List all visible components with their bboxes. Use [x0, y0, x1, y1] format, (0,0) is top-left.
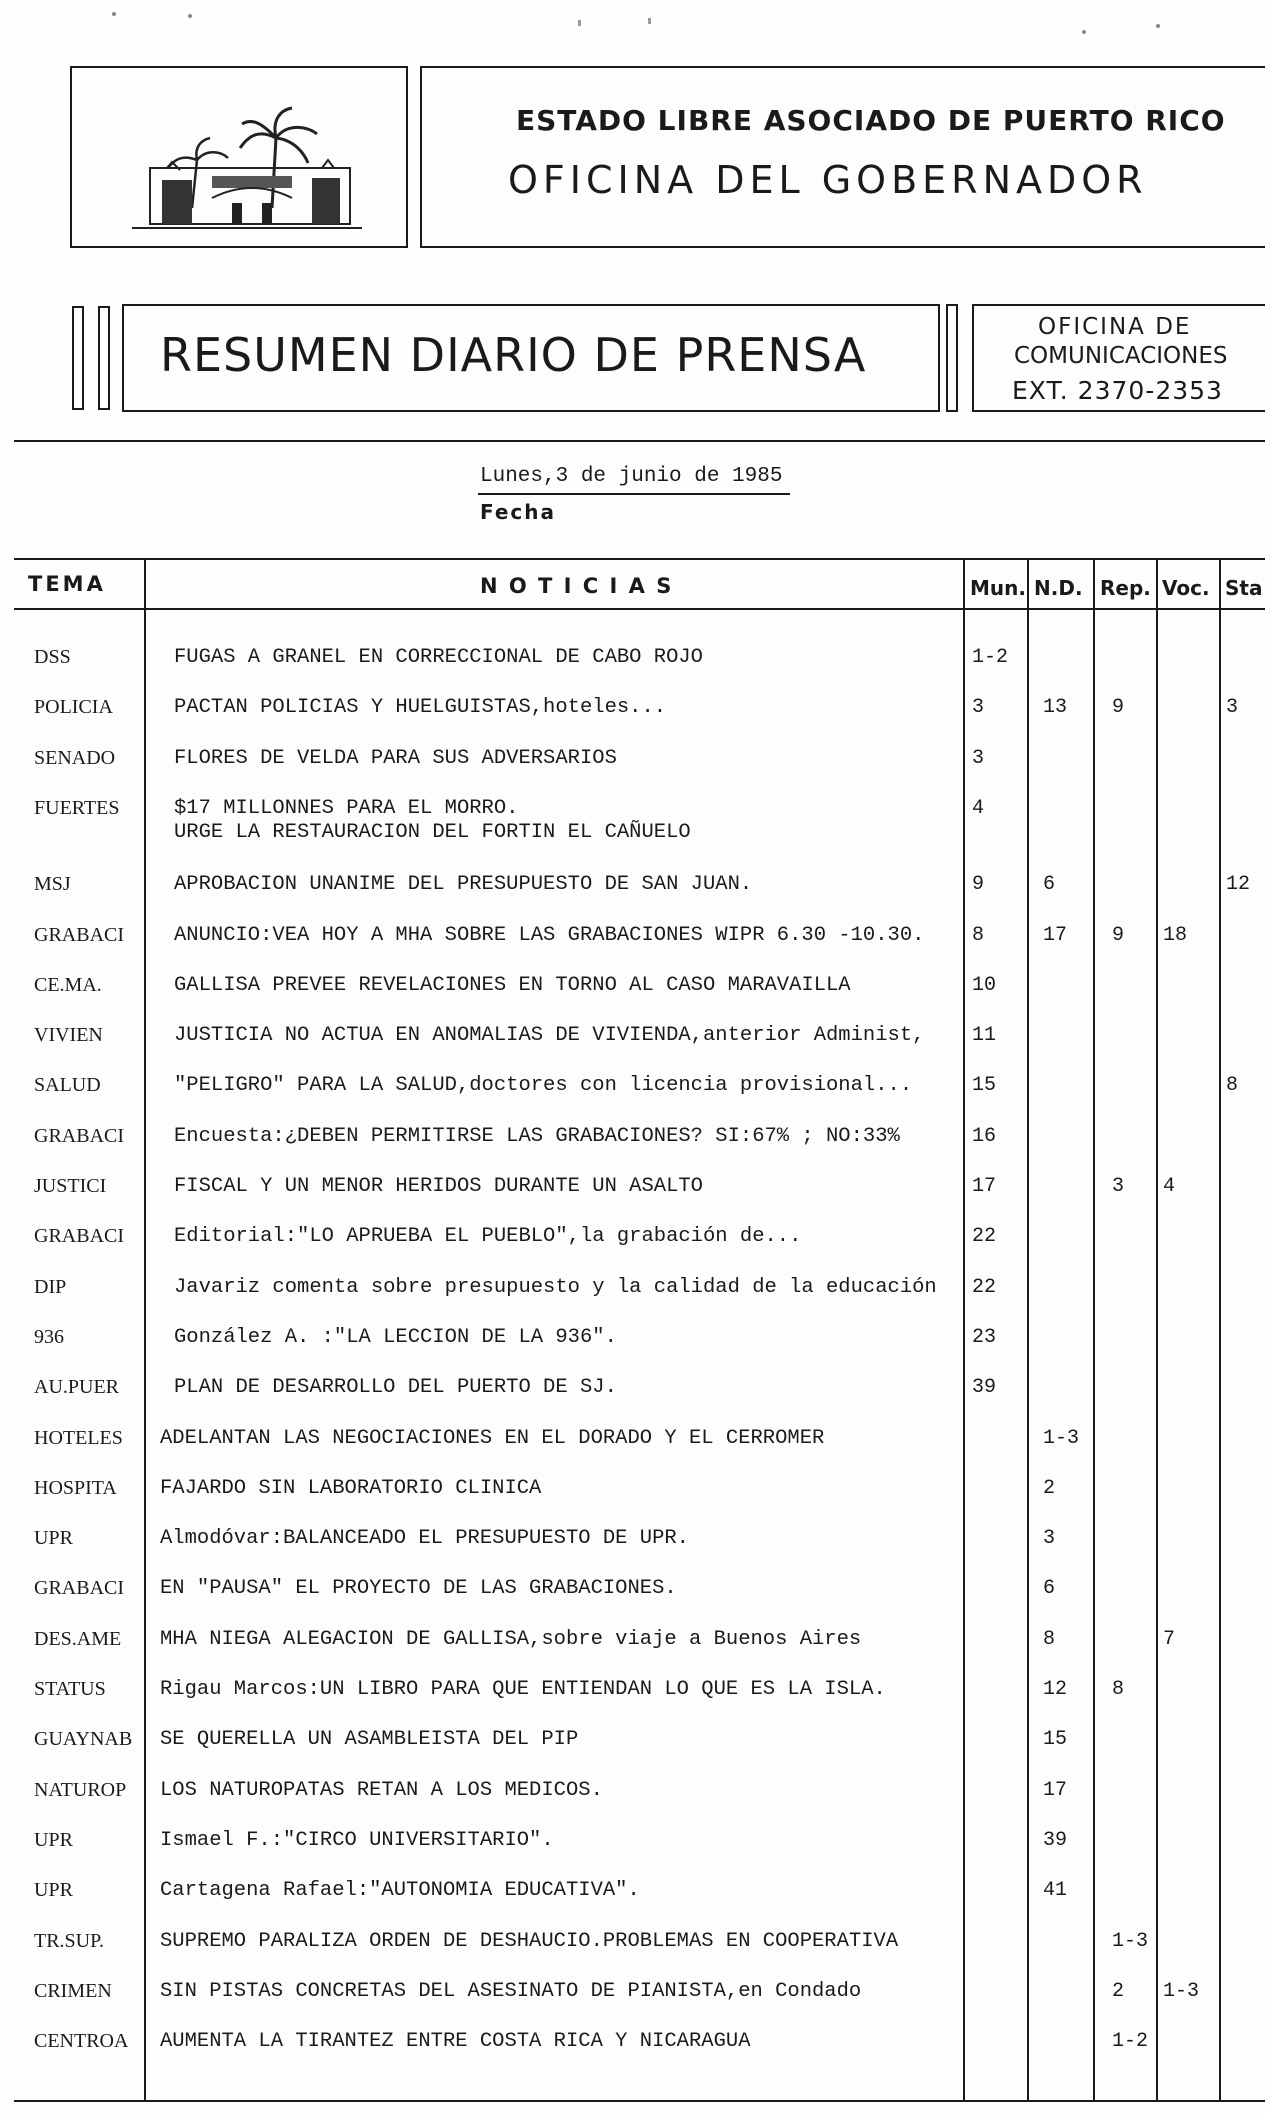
- noticia-cell: FAJARDO SIN LABORATORIO CLINICA: [160, 1476, 542, 1500]
- scan-dot: [578, 20, 581, 26]
- comm-line-1: OFICINA DE: [1038, 314, 1192, 340]
- noticia-cell: PACTAN POLICIAS Y HUELGUISTAS,hoteles...: [174, 696, 667, 720]
- banner-title: RESUMEN DIARIO DE PRENSA: [160, 328, 867, 382]
- logo-frame: [70, 66, 408, 248]
- noticia-cell-line2: URGE LA RESTAURACION DEL FORTIN EL CAÑUELO: [174, 820, 691, 844]
- star-cell: 12: [1226, 873, 1251, 897]
- rep-cell: 1-2: [1112, 2030, 1149, 2054]
- noticia-cell: ADELANTAN LAS NEGOCIACIONES EN EL DORADO Y EL CERROMER: [160, 1426, 825, 1450]
- noticia-cell: Ismael F.:"CIRCO UNIVERSITARIO".: [160, 1828, 554, 1852]
- noticia-cell: PLAN DE DESARROLLO DEL PUERTO DE SJ.: [174, 1376, 617, 1400]
- mun-cell: 10: [972, 973, 997, 997]
- mun-cell: 4: [972, 796, 985, 820]
- nd-cell: 3: [1043, 1527, 1056, 1551]
- date-underline: [478, 493, 790, 495]
- separator: [14, 440, 1265, 442]
- tema-cell: CRIMEN: [34, 1979, 112, 2002]
- mun-cell: 17: [972, 1175, 997, 1198]
- mun-cell: 11: [972, 1024, 997, 1048]
- tema-cell: 936: [34, 1325, 64, 1348]
- noticia-cell: ANUNCIO:VEA HOY A MHA SOBRE LAS GRABACIONES WIPR 6.30 -10.30.: [174, 923, 925, 947]
- nd-cell: 17: [1043, 1778, 1068, 1802]
- tema-cell: CENTROA: [34, 2030, 129, 2053]
- mun-cell: 3: [972, 696, 985, 720]
- nd-cell: 1-3: [1043, 1426, 1080, 1450]
- tema-cell: GRABACI: [34, 1225, 125, 1248]
- tema-cell: JUSTICI: [34, 1175, 107, 1197]
- tema-cell: UPR: [34, 1828, 73, 1851]
- date-label: Fecha: [480, 500, 557, 524]
- noticia-cell: GALLISA PREVEE REVELACIONES EN TORNO AL CASO MARAVAILLA: [174, 973, 851, 997]
- noticia-cell: "PELIGRO" PARA LA SALUD,doctores con licencia provisional...: [174, 1074, 913, 1098]
- table-bottom-line: [14, 2100, 1265, 2102]
- noticia-cell: Almodóvar:BALANCEADO EL PRESUPUESTO DE UPR.: [160, 1527, 689, 1551]
- mun-cell: 22: [972, 1275, 997, 1299]
- header-voc: Voc.: [1162, 576, 1210, 600]
- header-nd: N.D.: [1034, 576, 1083, 600]
- tema-cell: UPR: [34, 1527, 73, 1550]
- noticia-cell: Javariz comenta sobre presupuesto y la calidad de la educación: [174, 1275, 937, 1299]
- banner-bar: [72, 306, 84, 410]
- star-cell: 8: [1226, 1074, 1239, 1098]
- noticia-cell: FLORES DE VELDA PARA SUS ADVERSARIOS: [174, 746, 617, 770]
- header-frame: [420, 66, 1265, 248]
- tema-cell: NATUROP: [34, 1778, 127, 1801]
- noticia-cell: AUMENTA LA TIRANTEZ ENTRE COSTA RICA Y NICARAGUA: [160, 2030, 751, 2054]
- tema-cell: SENADO: [34, 746, 116, 769]
- tema-cell: SALUD: [34, 1074, 101, 1097]
- tema-cell: STATUS: [34, 1678, 106, 1700]
- star-cell: 3: [1226, 696, 1239, 720]
- noticia-cell: FUGAS A GRANEL EN CORRECCIONAL DE CABO ROJO: [174, 646, 703, 669]
- building-illustration: [72, 68, 406, 246]
- mun-cell: 15: [972, 1074, 997, 1098]
- voc-cell: 7: [1163, 1627, 1176, 1651]
- scan-dot: [112, 12, 116, 16]
- col-divider-nd: [1027, 558, 1029, 2100]
- comm-line-2: COMUNICACIONES: [1014, 343, 1228, 369]
- nd-cell: 17: [1043, 923, 1068, 947]
- tema-cell: DES.AME: [34, 1627, 122, 1650]
- rep-cell: 1-3: [1112, 1929, 1149, 1953]
- mun-cell: 8: [972, 923, 985, 947]
- nd-cell: 13: [1043, 696, 1068, 720]
- nd-cell: 15: [1043, 1728, 1068, 1752]
- nd-cell: 6: [1043, 1577, 1056, 1601]
- voc-cell: 1-3: [1163, 1979, 1200, 2003]
- noticia-cell: APROBACION UNANIME DEL PRESUPUESTO DE SAN JUAN.: [174, 873, 753, 897]
- header-mun: Mun.: [970, 576, 1026, 600]
- tema-cell: GRABACI: [34, 1577, 125, 1600]
- comm-line-3: EXT. 2370-2353: [1012, 376, 1223, 405]
- rep-cell: 2: [1112, 1979, 1125, 2003]
- tema-cell: MSJ: [34, 873, 71, 896]
- tema-cell: HOTELES: [34, 1426, 123, 1449]
- tema-cell: GRABACI: [34, 1124, 125, 1147]
- noticia-cell: EN "PAUSA" EL PROYECTO DE LAS GRABACIONES.: [160, 1577, 677, 1601]
- mun-cell: 9: [972, 873, 985, 897]
- col-divider-tema: [144, 558, 146, 2100]
- noticia-cell: $17 MILLONNES PARA EL MORRO.: [174, 796, 519, 820]
- header-star: Sta: [1225, 576, 1263, 600]
- office-name: OFICINA DEL GOBERNADOR: [508, 158, 1148, 202]
- mun-cell: 3: [972, 746, 985, 770]
- rep-cell: 9: [1112, 923, 1125, 947]
- header-rep: Rep.: [1100, 576, 1151, 600]
- noticia-cell: MHA NIEGA ALEGACION DE GALLISA,sobre viaje a Buenos Aires: [160, 1627, 862, 1651]
- nd-cell: 41: [1043, 1879, 1068, 1903]
- tema-cell: AU.PUER: [34, 1376, 120, 1399]
- nd-cell: 6: [1043, 873, 1056, 897]
- col-divider-star: [1219, 558, 1221, 2100]
- noticia-cell: JUSTICIA NO ACTUA EN ANOMALIAS DE VIVIENDA,anterior Administ,: [174, 1024, 925, 1048]
- rep-cell: 9: [1112, 696, 1125, 720]
- tema-cell: GRABACI: [34, 923, 125, 946]
- noticia-cell: González A. :"LA LECCION DE LA 936".: [174, 1325, 617, 1349]
- date-value: Lunes,3 de junio de 1985: [480, 465, 783, 488]
- nd-cell: 2: [1043, 1476, 1056, 1500]
- scan-dot: [648, 18, 651, 24]
- noticia-cell: Encuesta:¿DEBEN PERMITIRSE LAS GRABACIONES? SI:67% ; NO:33%: [174, 1124, 900, 1148]
- rep-cell: 8: [1112, 1678, 1125, 1701]
- rep-cell: 3: [1112, 1175, 1125, 1198]
- state-name: ESTADO LIBRE ASOCIADO DE PUERTO RICO: [516, 104, 1226, 137]
- tema-cell: DIP: [34, 1275, 67, 1298]
- banner-bar: [98, 306, 110, 410]
- tema-cell: VIVIEN: [34, 1024, 103, 1047]
- tema-cell: FUERTES: [34, 796, 120, 819]
- tema-cell: HOSPITA: [34, 1476, 117, 1499]
- scan-dot: [1156, 24, 1160, 28]
- voc-cell: 18: [1163, 923, 1188, 947]
- header-noticias: N O T I C I A S: [480, 574, 674, 598]
- noticia-cell: Rigau Marcos:UN LIBRO PARA QUE ENTIENDAN LO QUE ES LA ISLA.: [160, 1678, 886, 1701]
- noticia-cell: FISCAL Y UN MENOR HERIDOS DURANTE UN ASALTO: [174, 1175, 703, 1198]
- nd-cell: 12: [1043, 1678, 1068, 1701]
- header-tema: TEMA: [28, 572, 106, 596]
- tema-cell: UPR: [34, 1879, 73, 1902]
- noticia-cell: LOS NATUROPATAS RETAN A LOS MEDICOS.: [160, 1778, 603, 1802]
- tema-cell: POLICIA: [34, 696, 113, 719]
- col-divider-rep: [1093, 558, 1095, 2100]
- banner-bar: [946, 304, 958, 412]
- scan-dot: [188, 14, 192, 18]
- tema-cell: GUAYNAB: [34, 1728, 133, 1751]
- noticia-cell: Cartagena Rafael:"AUTONOMIA EDUCATIVA".: [160, 1879, 640, 1903]
- col-divider-voc: [1156, 558, 1158, 2100]
- mun-cell: 39: [972, 1376, 997, 1400]
- nd-cell: 8: [1043, 1627, 1056, 1651]
- noticia-cell: SIN PISTAS CONCRETAS DEL ASESINATO DE PIANISTA,en Condado: [160, 1979, 862, 2003]
- noticia-cell: SUPREMO PARALIZA ORDEN DE DESHAUCIO.PROBLEMAS EN COOPERATIVA: [160, 1929, 899, 1953]
- tema-cell: TR.SUP.: [34, 1929, 105, 1952]
- table-header-line: [14, 608, 1265, 610]
- table-top-line: [14, 558, 1265, 560]
- tema-cell: DSS: [34, 646, 71, 668]
- mun-cell: 22: [972, 1225, 997, 1249]
- voc-cell: 4: [1163, 1175, 1176, 1198]
- mun-cell: 1-2: [972, 646, 1009, 669]
- nd-cell: 39: [1043, 1828, 1068, 1852]
- mun-cell: 16: [972, 1124, 997, 1148]
- scan-dot: [1082, 30, 1086, 34]
- noticia-cell: SE QUERELLA UN ASAMBLEISTA DEL PIP: [160, 1728, 579, 1752]
- noticia-cell: Editorial:"LO APRUEBA EL PUEBLO",la grabación de...: [174, 1225, 802, 1249]
- mun-cell: 23: [972, 1325, 997, 1349]
- col-divider-mun: [963, 558, 965, 2100]
- tema-cell: CE.MA.: [34, 973, 102, 996]
